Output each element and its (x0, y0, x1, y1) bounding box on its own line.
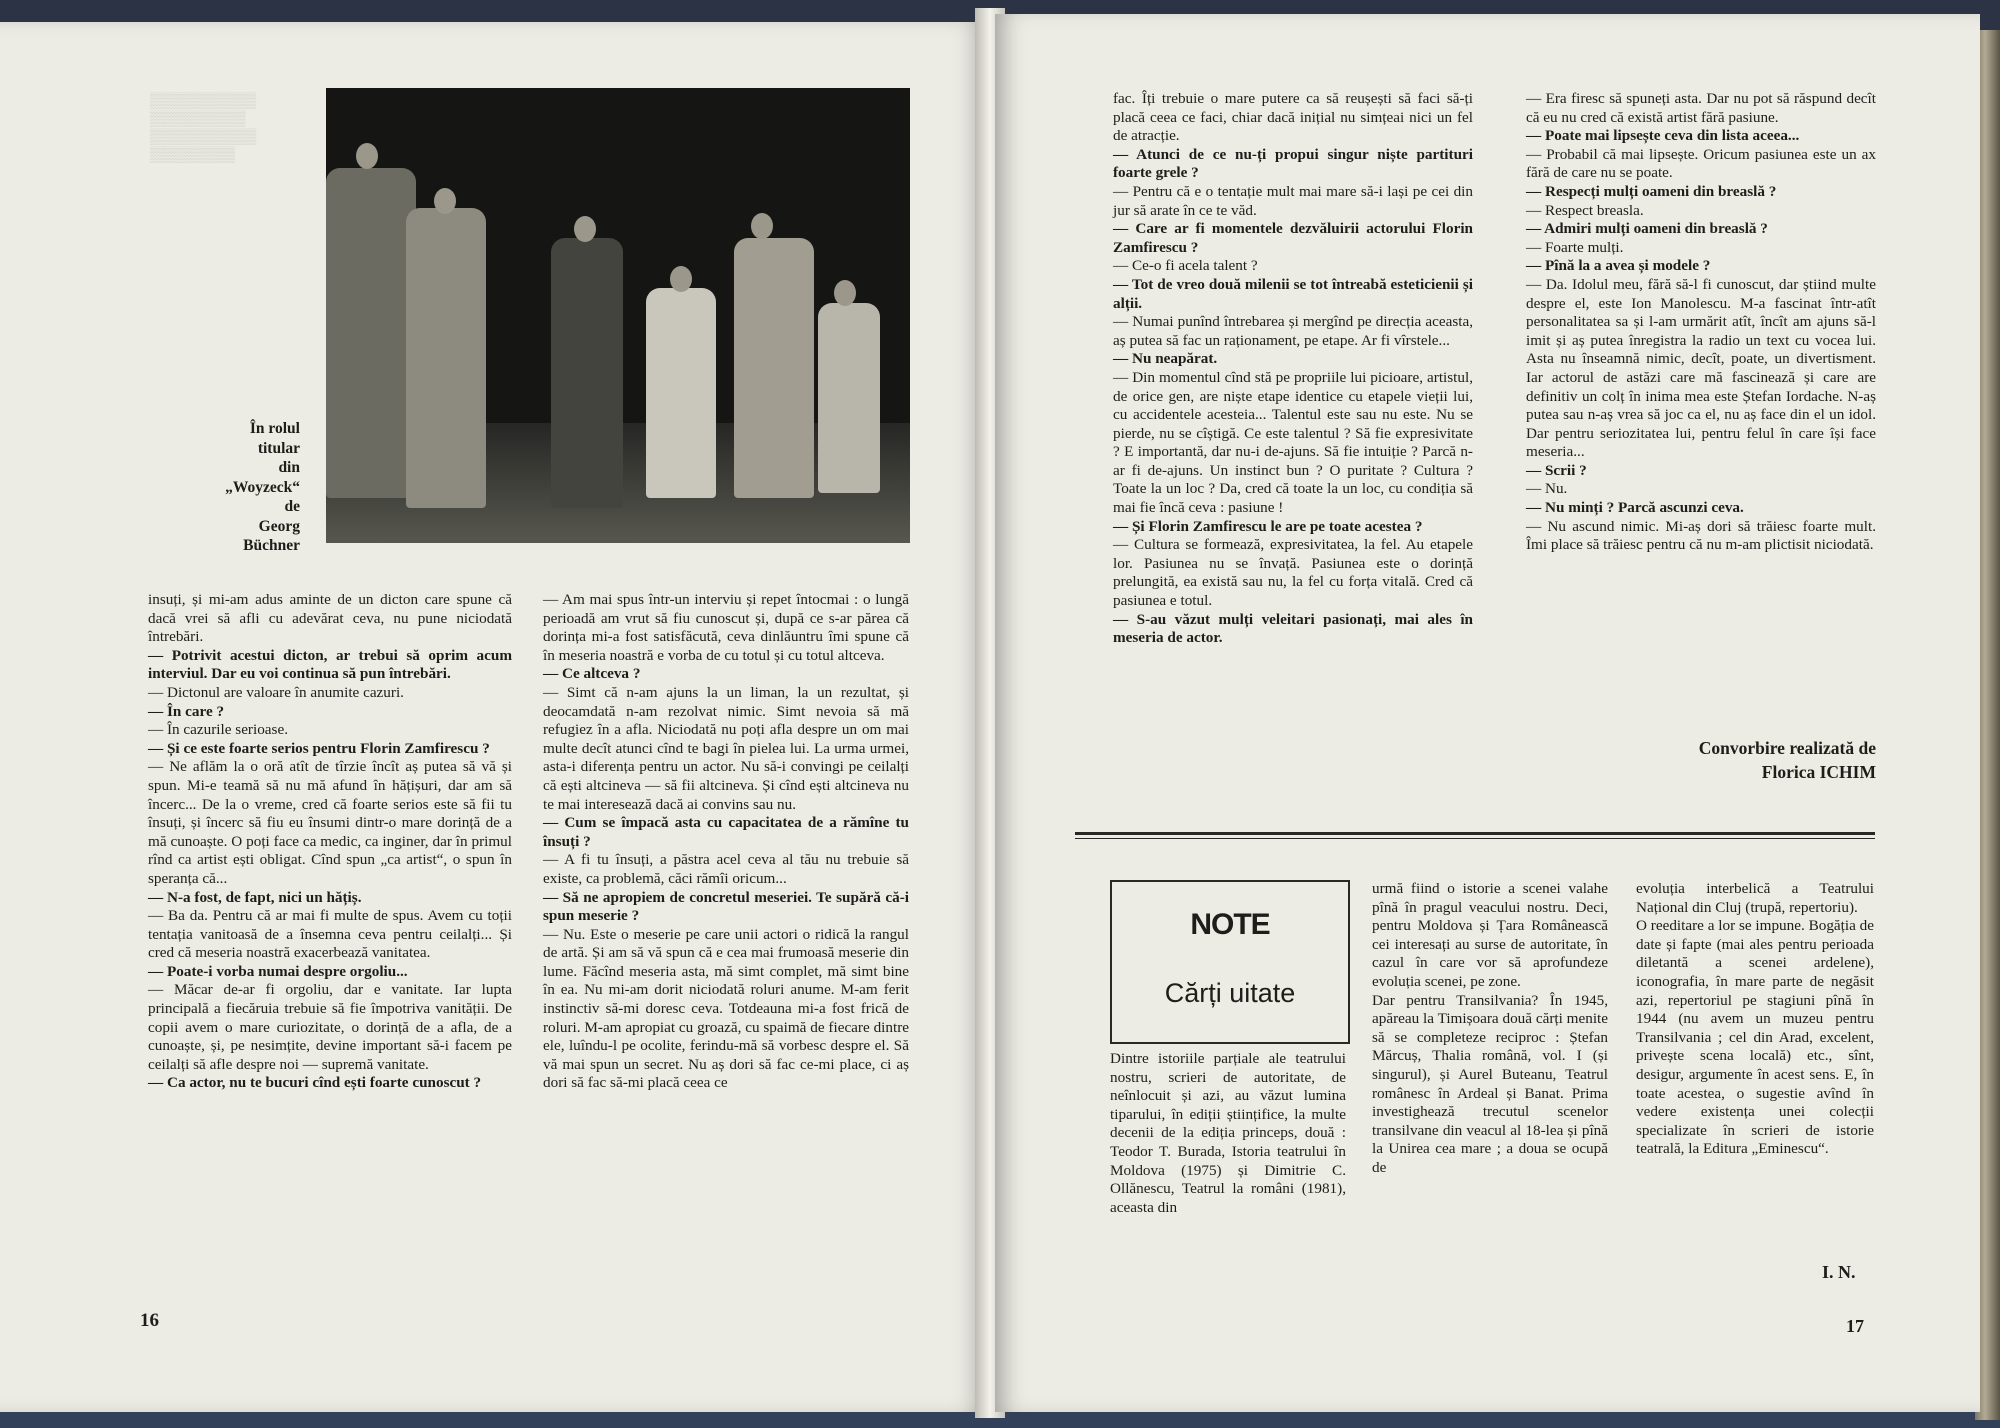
caption-line: de (284, 498, 300, 515)
caption-line: Büchner (243, 537, 300, 554)
paragraph: — Din momentul cînd stă pe propriile lui picioare, artistul, de orice gen, are niște etape identice cu etapele vieții lui, cu accidentele acesteia... Talentul este sau nu este. Nu se pierde, nu se cîștigă. Ce este talentul ? Să fie expresivitate ? E importantă, dar nu-i de-ajuns. Să fie intuiție ? Parcă n-ar fi de-ajuns. Un instinct bun ? O puritate ? Cultura ? Toate la un loc ? Da, cred că toate la un loc, cu condiția să mai fie încă ceva : pasiune ! (1113, 368, 1473, 517)
question: — Pînă la a avea și modele ? (1526, 257, 1711, 275)
actor-figure (734, 238, 814, 498)
paragraph: — Pentru că e o tentație mult mai mare să-i lași pe cei din jur să arate în ce te văd. (1113, 182, 1473, 219)
interview-column-3 (1113, 90, 1473, 648)
paragraph: — A fi tu însuți, a păstra acel ceva al tău nu trebuie să existe, ca problemă, căci rămîi oricum... (543, 851, 909, 887)
notes-title: NOTE (1190, 908, 1270, 941)
paragraph: — Ne aflăm la o oră atît de tîrzie încît aș putea să vă și spun. Mi-e teamă să nu mă afund în hățișuri, dar am să încerc... De la o vreme, cred că foarte serios este să fii tu însuți, și încerc să fiu eu însumi dintr-o mare dorință de a mă cunoaște. O poți face ca medic, ca inginer, dar în primul rînd ca artist ești obligat. Cînd spun „ca artist“, o spun în speranța că... (148, 758, 512, 887)
question: — Admiri mulți oameni din breaslă ? (1526, 220, 1768, 238)
section-divider (1075, 832, 1875, 835)
performance-photo (326, 88, 910, 543)
caption-line: din (278, 459, 300, 476)
section-divider (1075, 838, 1875, 839)
notes-subtitle: Cărți uitate (1164, 978, 1296, 1008)
interview-column-2 (543, 591, 909, 1093)
question: — Scrii ? (1526, 461, 1587, 479)
interview-column-4 (1526, 90, 1876, 555)
actor-figure (818, 303, 880, 493)
actor-figure (551, 238, 623, 508)
paragraph: — Simt că n-am ajuns la un liman, la un rezultat, și deocamdată n-am rezolvat nimic. Simt nevoia să mă refugiez în a afla. Niciodată nu poți afla despre un om mai multe decît atunci cînd te bagi în pielea lui. La urma urmei, asta-i diferența pentru un actor. Nu să-i convingi pe ceilalți că ești altcineva — să fii altcineva. Și cînd ești altcineva nu te mai interesează dacă ai convins sau nu. (543, 683, 909, 813)
photo-caption (180, 419, 300, 556)
paragraph: — Ce-o fi acela talent ? (1113, 257, 1258, 275)
paragraph: — Dictonul are valoare în anumite cazuri. (148, 683, 404, 701)
paragraph: — Cultura se formează, expresivitatea, la fel. Au etapele lor. Pasiunea nu se învață. Pasiunea este o dorință prelungită, ea există sau nu, la fel cu forța vitală. Cred că pasiunea e totul. (1113, 536, 1473, 610)
interview-column-1 (148, 591, 512, 1093)
question: — Nu neapărat. (1113, 350, 1218, 368)
paragraph: fac. Îți trebuie o mare putere ca să reușești să faci să-ți placă ceea ce faci, chiar dacă inițial nu simțeai nici un fel de atracție. (1113, 90, 1473, 145)
notes-column-1: Dintre istoriile parțiale ale teatrului nostru, scrieri de autoritate, de neînlocuit și azi, au văzut lumina tiparului, în ediții științifice, la multe decenii de la ediția princeps, două : Teodor T. Burada, Istoria teatrului în Moldova (1975) și Dimitrie C. Ollănescu, Teatrul la români (1981), aceasta din (1110, 1050, 1346, 1216)
show-through-text: ▒▒▒▒▒▒▒▒▒▒ ▒▒▒▒▒▒▒▒▒ ▒▒▒▒▒▒▒▒▒▒ ▒▒▒▒▒▒▒▒ (150, 93, 257, 163)
question: — Respecți mulți oameni din breaslă ? (1526, 182, 1777, 200)
paragraph: — Nu. Este o meserie pe care unii actori o ridică la rangul de artă. Și am să vă spun că e cea mai frumoasă meserie din lume. Făcînd meseria asta, mă simt complet, mă simt bine în ea. Nu mi-am dorit niciodată roluri anume. M-am ferit instinctiv să-mi doresc ceva. Totdeauna mi-a fost frică de roluri. M-am apropiat cu groază, cu spaimă de fiecare dintre ele, luîndu-l pe ocolite, ferindu-mă să vorbesc despre el. Să vă mai spun un secret. Nu aș dori să fac ce-mi place, ci aș dori să fac să-mi placă ceea ce (543, 925, 909, 1092)
question: — Nu minți ? Parcă ascunzi ceva. (1526, 499, 1744, 517)
notes-heading-box (1110, 880, 1350, 1044)
notes-column-3: evoluția interbelică a Teatrului Național din Cluj (trupă, repertoriu). O reeditare a lor se impune. Bogăția de date și fapte (mai ales pentru perioada diletantă a scenei ardelene), iconografia, în mare parte de negăsit azi, repertoriul pe stagiuni pînă în 1944 (nu avem un muzeu pentru Transilvania ; cel din Arad, excelent, privește scena locală) etc., sînt, desigur, argumente în acest sens. E, în toate acestea, o sugestie avînd în vedere existența unei colecții specializate în scrieri de istorie teatrală, la Editura „Eminescu“. (1636, 880, 1874, 1158)
question: — Atunci de ce nu-ți propui singur niște partituri foarte grele ? (1113, 145, 1473, 182)
actor-figure-white-suit (646, 288, 716, 498)
actor-figure (326, 168, 416, 498)
question: — Ce altceva ? (543, 665, 641, 683)
actor-figure (406, 208, 486, 508)
notes-column-2: urmă fiind o istorie a scenei valahe pînă în pragul veacului nostru. Deci, pentru Moldova și Țara Românească cei interesați au surse de autoritate, în cazul în care vor să aprofundeze evoluția scenei, pe zone. Dar pentru Transilvania? În 1945, apăreau la Timișoara două cărți menite să se completeze reciproc : Ștefan Mărcuș, Thalia română, vol. I (și singurul), și Aurel Buteanu, Teatrul românesc în Ardeal și Banat. Prima investighează trecutul scenelor transilvane din veacul al 18-lea și pînă la Unirea cea mare ; a doua se ocupă de (1372, 880, 1608, 1176)
question: — Ca actor, nu te bucuri cînd ești foarte cunoscut ? (148, 1074, 482, 1092)
paragraph: — În cazurile serioase. (148, 721, 288, 739)
question: — Și Florin Zamfirescu le are pe toate acestea ? (1113, 517, 1423, 535)
question: — Poate mai lipsește ceva din lista aceea... (1526, 127, 1800, 145)
paragraph: — Ba da. Pentru că ar mai fi multe de spus. Avem cu toții tentația vanitoasă de a însemna ceva pentru ceilalți... Și cred că meseria noastră exacerbează vanitatea. (148, 907, 512, 962)
question: — S-au văzut mulți veleitari pasionați, mai ales în meseria de actor. (1113, 610, 1473, 647)
question: — Să ne apropiem de concretul meseriei. Te supără că-i spun meserie ? (543, 888, 909, 925)
paragraph: — Măcar de-ar fi orgoliu, dar e vanitate. Iar lupta principală a fiecăruia trebuie să fie împotriva vanității. De copii avem o mare curiozitate, o dorință de a afla, de a cunoaște, și, pe nesimțite, devine important să-i facem pe ceilalți să afle despre noi — supremă vanitate. (148, 981, 512, 1073)
question: — În care ? (148, 702, 225, 720)
paragraph: — Nu ascund nimic. Mi-aș dori să trăiesc foarte mult. Îmi place să trăiesc pentru că nu m-am plictisit niciodată. (1526, 517, 1876, 554)
paragraph: — Da. Idolul meu, fără să-l fi cunoscut, dar știind multe despre el, este Ion Manolescu. M-a fascinat într-atît personalitatea sa și l-am urmărit atît, încît am ajuns să-l imit și aș putea înregistra la radio un text cu vocea lui. Asta nu înseamnă nimic, decît, poate, un divertisment. Iar actorul de astăzi care mă fascinează și care are definitiv un colț în inima mea este Ștefan Iordache. N-aș putea sau n-aș vrea să joc ca el, nu aș face din el un idol. Dar pentru seriozitatea lui, pentru felul în care își face meseria... (1526, 275, 1876, 461)
paragraph: insuți, și mi-am adus aminte de un dicton care spune că dacă vrei să afli cu adevărat ceva, nu pune niciodată întrebări. (148, 591, 512, 646)
signature-line: Convorbire realizată de (1698, 738, 1876, 758)
caption-line: „Woyzeck“ (225, 478, 300, 496)
caption-line: titular (257, 439, 300, 457)
question: — Care ar fi momentele dezvăluirii actorului Florin Zamfirescu ? (1113, 220, 1473, 256)
paragraph: — Foarte mulți. (1526, 238, 1624, 256)
page-number: 17 (1846, 1316, 1864, 1336)
left-page (0, 22, 985, 1412)
page-number: 16 (140, 1310, 159, 1331)
interview-signature (1636, 736, 1876, 784)
paragraph: — Numai punînd întrebarea și mergînd pe direcția aceasta, aș putea să fac un raționament, pe etape. Ar fi vîrstele... (1113, 313, 1473, 349)
question: — Poate-i vorba numai despre orgoliu... (148, 962, 408, 980)
question: — Și ce este foarte serios pentru Florin Zamfirescu ? (148, 739, 490, 757)
question: — Tot de vreo două milenii se tot întreabă esteticienii și alții. (1113, 275, 1473, 312)
signature-author: Florica ICHIM (1761, 762, 1876, 782)
paragraph: — Probabil că mai lipsește. Oricum pasiunea este un ax fără de care nu se poate. (1526, 145, 1876, 182)
question: — N-a fost, de fapt, nici un hățiș. (148, 888, 362, 906)
notes-author: I. N. (1822, 1262, 1856, 1282)
question: — Potrivit acestui dicton, ar trebui să oprim acum interviul. Dar eu voi continua să pun întrebări. (148, 646, 512, 683)
paragraph: — Nu. (1526, 480, 1568, 498)
caption-line: Georg (258, 517, 300, 535)
paragraph: — Am mai spus într-un interviu și repet întocmai : o lungă perioadă am vrut să fiu cunoscut și, după ce s-ar părea că dorința mi-a fost satisfăcută, ceva dinlăuntru îmi spune că în meseria noastră e vorba de cu totul și cu totul altceva. (543, 591, 909, 664)
caption-line: În rolul (249, 420, 300, 437)
paragraph: — Respect breasla. (1526, 201, 1644, 219)
paragraph: — Era firesc să spuneți asta. Dar nu pot să răspund decît că eu nu cred că există artist fără pasiune. (1526, 90, 1876, 126)
question: — Cum se împacă asta cu capacitatea de a rămîne tu însuți ? (543, 814, 909, 850)
